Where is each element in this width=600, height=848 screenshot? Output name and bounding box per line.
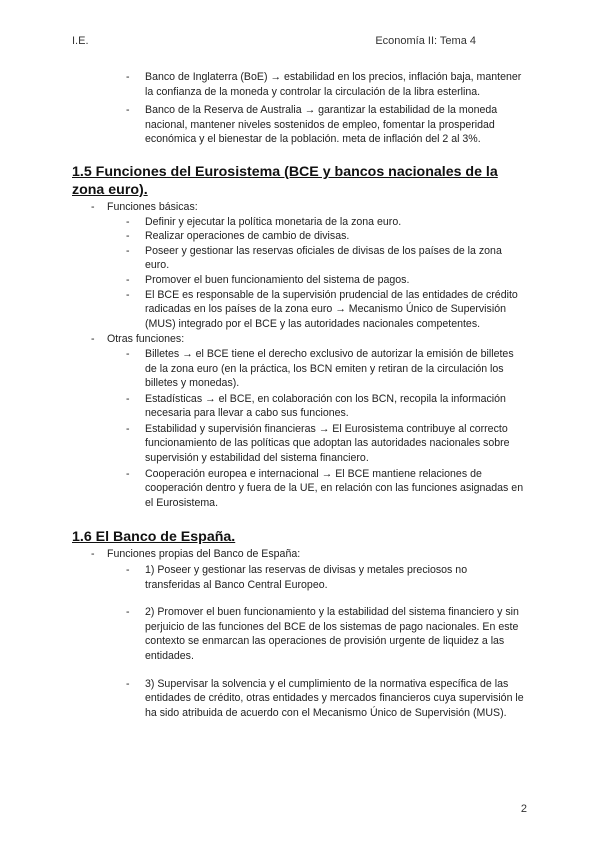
list-item: - Poseer y gestionar las reservas oficiales de divisas de los países de la zona euro. [145,244,525,273]
list-item: - Realizar operaciones de cambio de divisas. [145,229,525,244]
header-author: I.E. [72,35,89,47]
section-heading-1-5: 1.5 Funciones del Eurosistema (BCE y bancos nacionales de la zona euro). [72,163,498,198]
list-item: - 2) Promover el buen funcionamiento y la estabilidad del sistema financiero y sin perjuicio de las funciones del BCE de los sistemas de pago nacionales. En este contexto se enmarcan las operaciones de provisión urgente de liquidez a las entidades. [145,605,525,663]
list-item: - Promover el buen funcionamiento del sistema de pagos. [145,273,525,288]
page-number: 2 [520,803,527,815]
list-label-funciones-basicas: - Funciones básicas: [107,200,527,215]
list-item: - Estadísticas → el BCE, en colaboración con los BCN, recopila la información necesaria para llevar a cabo sus funciones. [145,392,525,421]
list-item: - Banco de Inglaterra (BoE) → estabilidad en los precios, inflación baja, mantener la confianza de la moneda y controlar la circulación de la libra esterlina. [145,70,525,99]
list-item: - Definir y ejecutar la política monetaria de la zona euro. [145,215,525,230]
list-item: - El BCE es responsable de la supervisión prudencial de las entidades de crédito radicadas en los países de la zona euro → Mecanismo Único de Supervisión (MUS) integrado por el BCE y las autoridades nacionales competentes. [145,288,525,332]
list-label-otras-funciones: - Otras funciones: [107,332,527,347]
list-item: - 3) Supervisar la solvencia y el cumplimiento de la normativa específica de las entidades de crédito, otras entidades y mercados financieros cuya supervisión le ha sido atribuida de acuerdo con el Mecanismo Único de Supervisión (MUS). [145,677,525,721]
header-title: Economía II: Tema 4 [375,35,476,47]
page-content [0,70,600,720]
list-item: - 1) Poseer y gestionar las reservas de divisas y metales preciosos no transferidas al Banco Central Europeo. [145,563,525,592]
list-item: - Billetes → el BCE tiene el derecho exclusivo de autorizar la emisión de billetes de la zona euro (en la práctica, los BCN emiten y retiran de la circulación los billetes y monedas). [145,347,525,391]
section-heading-1-6: 1.6 El Banco de España. [72,529,236,546]
list-item: - Estabilidad y supervisión financieras → El Eurosistema contribuye al correcto funcionamiento de las políticas que adoptan las autoridades nacionales sobre supervisión y estabilidad del sistema financiero. [145,422,525,466]
list-item: - Banco de la Reserva de Australia → garantizar la estabilidad de la moneda nacional, mantener niveles sostenidos de empleo, fomentar la prosperidad económica y el bienestar de la población. meta de inflación del 2 al 3%. [145,103,525,147]
list-item: - Cooperación europea e internacional → El BCE mantiene relaciones de cooperación dentro y fuera de la UE, en relación con las funciones asignadas en el Eurosistema. [145,467,525,511]
list-label-funciones-propias: - Funciones propias del Banco de España: [107,547,527,562]
